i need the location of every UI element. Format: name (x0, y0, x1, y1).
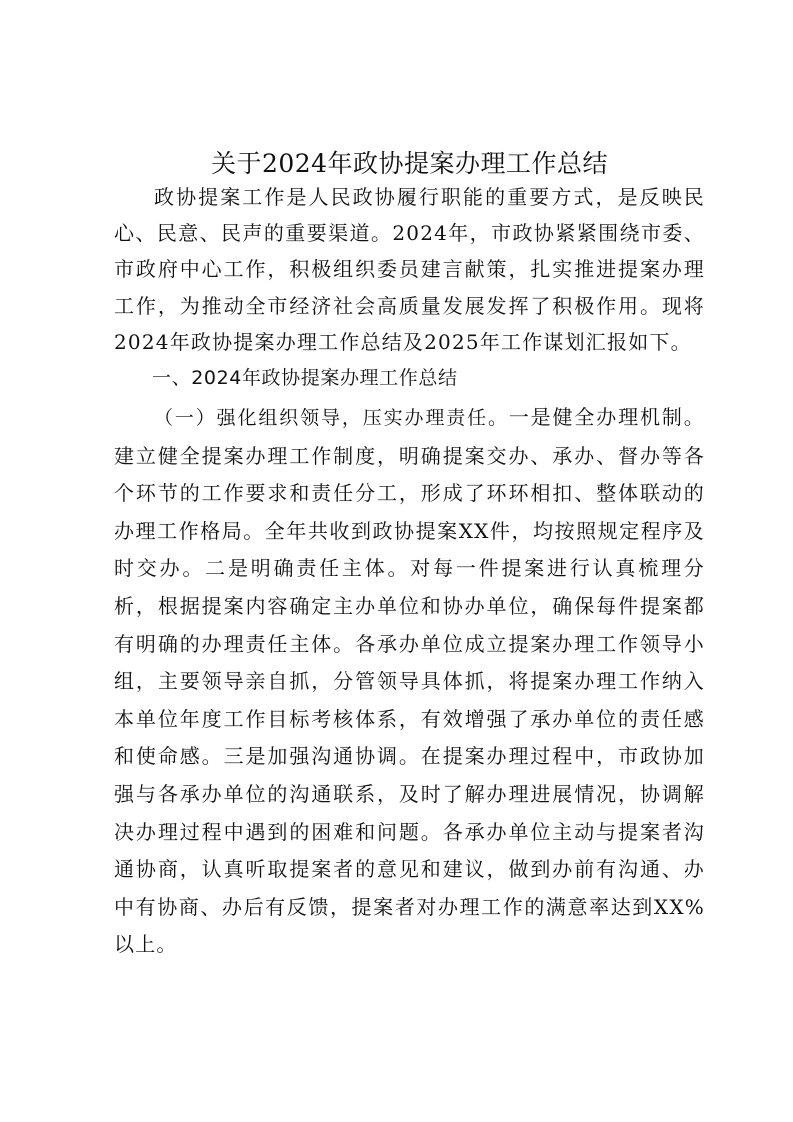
subsection-paragraph (114, 399, 705, 964)
subsection-heading: （一）强化组织领导，压实办理责任。 (154, 407, 509, 430)
intro-paragraph: 政协提案工作是人民政协履行职能的重要方式，是反映民心、民意、民声的重要渠道。2024年，市政协紧紧围绕市委、市政府中心工作，积极组织委员建言献策，扎实推进提案办理工作，为推动全市经济社会高质量发展发挥了积极作用。现将2024年政协提案办理工作总结及2025年工作谋划汇报如下。 (114, 185, 705, 354)
document-title: 关于2024年政协提案办理工作总结 (210, 149, 609, 178)
section-heading: 一、2024年政协提案办理工作总结 (152, 367, 458, 390)
subsection-body: 一是健全办理机制。建立健全提案办理工作制度，明确提案交办、承办、督办等各个环节的工作要求和责任分工，形成了环环相扣、整体联动的办理工作格局。全年共收到政协提案XX件，均按照规定程序及时交办。二是明确责任主体。对每一件提案进行认真梳理分析，根据提案内容确定主办单位和协办单位，确保每件提案都有明确的办理责任主体。各承办单位成立提案办理工作领导小组，主要领导亲自抓，分管领导具体抓，将提案办理工作纳入本单位年度工作目标考核体系，有效增强了承办单位的责任感和使命感。三是加强沟通协调。在提案办理过程中，市政协加强与各承办单位的沟通联系，及时了解办理进展情况，协调解决办理过程中遇到的困难和问题。各承办单位主动与提案者沟通协商，认真听取提案者的意见和建议，做到办前有沟通、办中有协商、办后有反馈，提案者对办理工作的满意率达到XX%以上。 (114, 405, 705, 957)
